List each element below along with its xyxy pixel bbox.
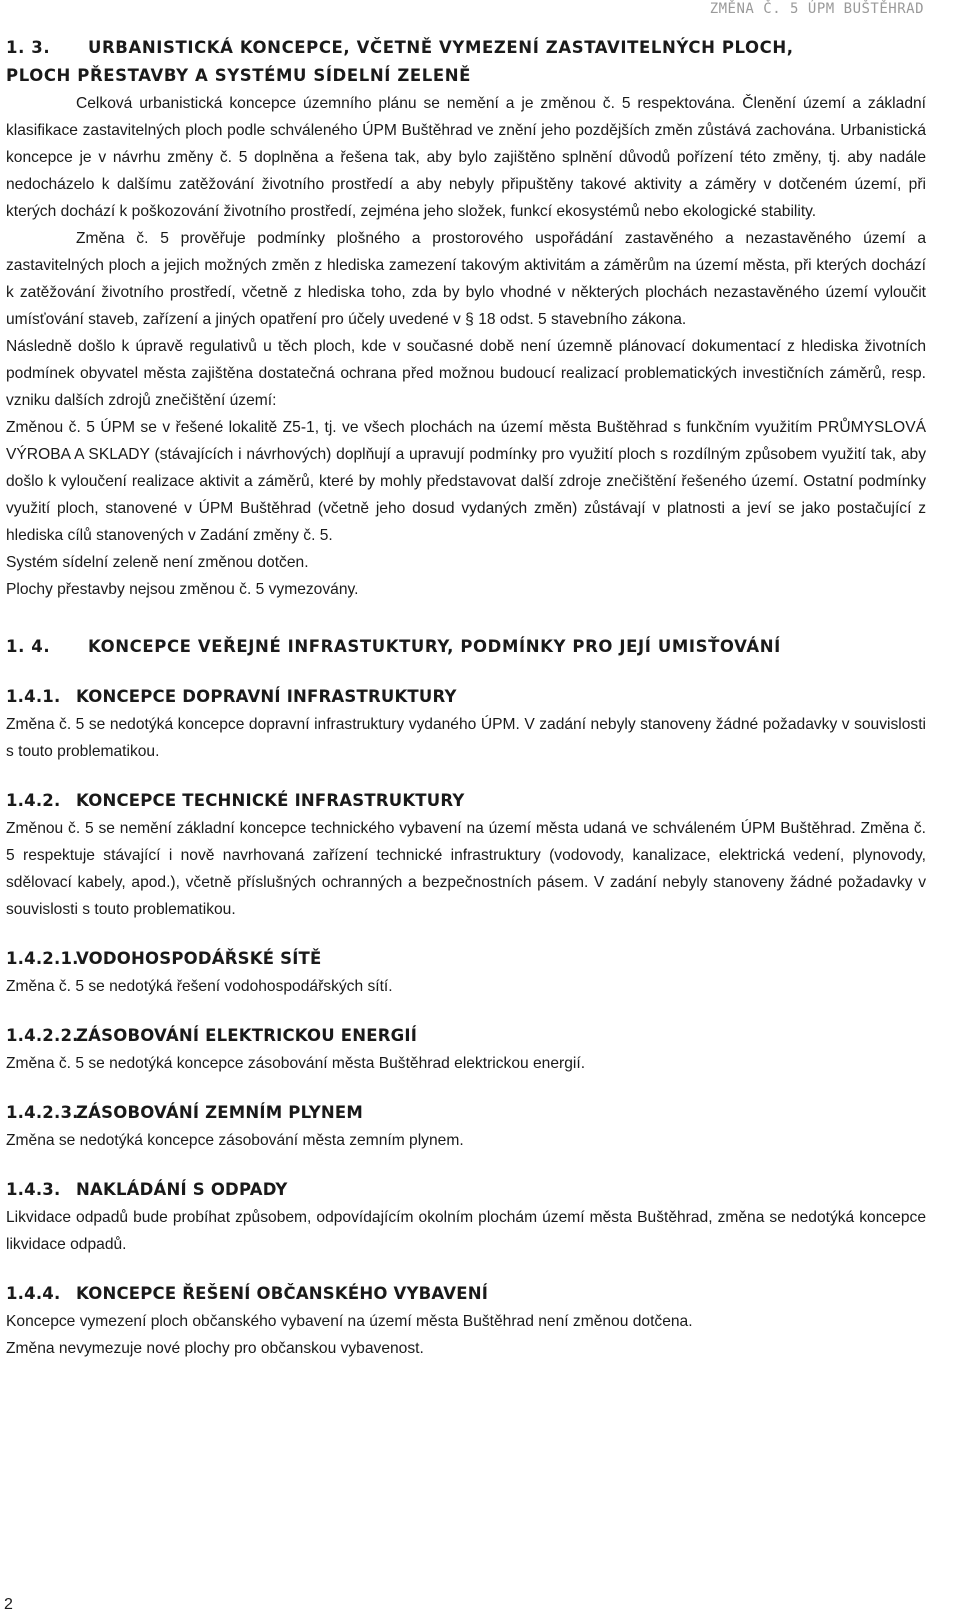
subsection-heading-1-4-4 [6, 1280, 926, 1308]
paragraph: Změna se nedotýká koncepce zásobování města zemním plynem. [6, 1132, 464, 1149]
page-content [6, 34, 926, 1362]
subsection-number: 1.4.2.3. [6, 1103, 79, 1122]
section-heading-1-3-cont [6, 62, 926, 90]
subsection-heading-1-4-2-1 [6, 945, 926, 973]
paragraph: Změna č. 5 prověřuje podmínky plošného a prostorového uspořádání zastavěného a nezastavěného území a zastavitelných ploch a jejich možných změn z hlediska zamezení takovým aktivitám a záměrům na území města, při kterých dochází k zatěžování životního prostředí, včetně z hlediska toho, zda by bylo vhodné v některých plochách nezastavěného území vyloučit umísťování staveb, zařízení a jiných opatření pro účely uvedené v § 18 odst. 5 stavebního zákona. [6, 230, 926, 328]
paragraph: Plochy přestavby nejsou změnou č. 5 vymezovány. [6, 581, 359, 598]
subsection-heading-1-4-1 [6, 683, 926, 711]
paragraph: Celková urbanistická koncepce územního plánu se nemění a je změnou č. 5 respektována. Členění území a základní klasifikace zastavitelných ploch podle schváleného ÚPM Buštěhrad ve znění jeho pozdějších změn zůstává zachována. Urbanistická koncepce je v návrhu změny č. 5 doplněna a řešena tak, aby bylo zajištěno splnění důvodů pořízení této změny, tj. aby nadále nedocházelo k dalšímu zatěžování životního prostředí a aby nebyly připuštěny takové aktivity a záměry v dotčeném území, při kterých dochází k poškozování životního prostředí, zejména jeho složek, funkcí ekosystémů nebo ekologické stability. [6, 95, 926, 220]
subsection-heading-1-4-2 [6, 787, 926, 815]
subsection-heading-1-4-3 [6, 1176, 926, 1204]
paragraph: Změna č. 5 se nedotýká koncepce dopravní infrastruktury vydaného ÚPM. V zadání nebyly stanoveny žádné požadavky v souvislosti s touto problematikou. [6, 716, 926, 760]
paragraph: Následně došlo k úpravě regulativů u těch ploch, kde v současné době není územně plánovací dokumentací z hlediska životních podmínek obyvatel města zajištěna dostatečná ochrana před možnou budoucí realizací problematických investičních záměrů, resp. vzniku dalších zdrojů znečištění území: [6, 338, 926, 409]
section-number: 1. 3. [6, 38, 51, 57]
subsection-heading-1-4-2-3 [6, 1099, 926, 1127]
subsection-number: 1.4.2.1. [6, 949, 79, 968]
paragraph: Změna č. 5 se nedotýká řešení vodohospodářských sítí. [6, 978, 393, 995]
subsection-number: 1.4.2.2. [6, 1026, 79, 1045]
paragraph: Změnou č. 5 se nemění základní koncepce technického vybavení na území města udaná ve schváleném ÚPM Buštěhrad. Změna č. 5 respektuje stávající i nově navrhovaná zařízení technické infrastruktury (vodovody, kanalizace, elektrická vedení, plynovody, sdělovací kabely, apod.), včetně příslušných ochranných a bezpečnostních pásem. V zadání nebyly stanoveny žádné požadavky v souvislosti s touto problematikou. [6, 820, 926, 918]
subsection-number: 1.4.4. [6, 1284, 61, 1303]
paragraph: Změna č. 5 se nedotýká koncepce zásobování města Buštěhrad elektrickou energií. [6, 1055, 586, 1072]
page-number: 2 [4, 1596, 13, 1613]
subsection-title: NAKLÁDÁNÍ S ODPADY [76, 1180, 288, 1199]
paragraph: Změnou č. 5 ÚPM se v řešené lokalitě Z5-1, tj. ve všech plochách na území města Buštěhrad s funkčním využitím PRŮMYSLOVÁ VÝROBA A SKLADY (stávajících i návrhových) doplňují a upravují podmínky pro využití ploch s rozdílným způsobem využití tak, aby došlo k vyloučení realizace aktivit a záměrů, které by mohly představovat další zdroje znečištění řešeného území. Ostatní podmínky využití ploch, stanovené v ÚPM Buštěhrad (včetně jeho dosud vydaných změn) zůstávají v platnosti a jeví se jako postačující z hlediska cílů stanovených v Zadání změny č. 5. [6, 419, 926, 544]
section-title-line2: PLOCH PŘESTAVBY A SYSTÉMU SÍDELNÍ ZELENĚ [6, 66, 472, 85]
paragraph: Změna nevymezuje nové plochy pro občanskou vybavenost. [6, 1340, 424, 1357]
subsection-title: KONCEPCE TECHNICKÉ INFRASTRUKTURY [76, 791, 465, 810]
subsection-number: 1.4.3. [6, 1180, 61, 1199]
section-title-line1: URBANISTICKÁ KONCEPCE, VČETNĚ VYMEZENÍ ZASTAVITELNÝCH PLOCH, [88, 38, 794, 57]
paragraph: Likvidace odpadů bude probíhat způsobem, odpovídajícím okolním plochám území města Buštěhrad, změna se nedotýká koncepce likvidace odpadů. [6, 1209, 926, 1253]
subsection-title: VODOHOSPODÁŘSKÉ SÍTĚ [76, 949, 322, 968]
running-header: ZMĚNA Č. 5 ÚPM BUŠTĚHRAD [709, 1, 924, 17]
section-heading-1-3 [6, 34, 926, 62]
subsection-title: KONCEPCE DOPRAVNÍ INFRASTRUKTURY [76, 687, 457, 706]
paragraph: Koncepce vymezení ploch občanského vybavení na území města Buštěhrad není změnou dotčena. [6, 1313, 693, 1330]
section-number: 1. 4. [6, 637, 51, 656]
subsection-number: 1.4.1. [6, 687, 61, 706]
subsection-heading-1-4-2-2 [6, 1022, 926, 1050]
subsection-title: KONCEPCE ŘEŠENÍ OBČANSKÉHO VYBAVENÍ [76, 1284, 489, 1303]
section-title: KONCEPCE VEŘEJNÉ INFRASTUKTURY, PODMÍNKY PRO JEJÍ UMISŤOVÁNÍ [88, 637, 781, 656]
subsection-number: 1.4.2. [6, 791, 61, 810]
subsection-title: ZÁSOBOVÁNÍ ELEKTRICKOU ENERGIÍ [76, 1026, 418, 1045]
section-heading-1-4 [6, 633, 926, 661]
paragraph: Systém sídelní zeleně není změnou dotčen. [6, 554, 309, 571]
subsection-title: ZÁSOBOVÁNÍ ZEMNÍM PLYNEM [76, 1103, 363, 1122]
